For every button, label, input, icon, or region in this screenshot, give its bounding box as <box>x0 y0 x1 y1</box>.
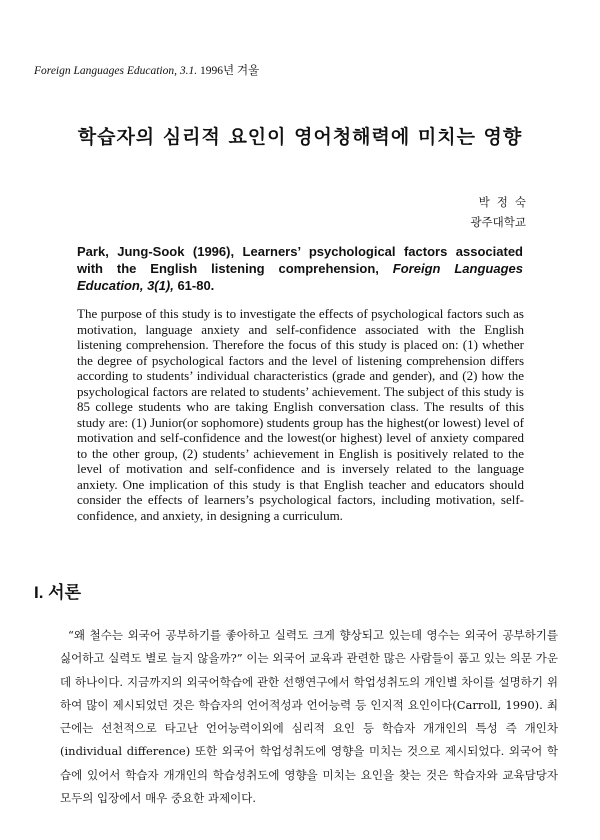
citation <box>77 243 523 294</box>
author-block <box>470 192 533 232</box>
abstract: The purpose of this study is to investigate the effects of psychological factors such as motivation, language anxiety and self-confidence associated with the English listening comprehension. Therefore the focus of this study is placed on: (1) whether the degree of psychological factors and the level of listening comprehension differs according to students’ individual characteristics (grade and gender), and (2) how the psychological factors are related to students’ achievement. The subject of this study is 85 college students who are taking English conversation class. The results of this study are: (1) Junior(or sophomore) students group has the highest(or lowest) level of motivation and self-confidence and the lowest(or highest) level of anxiety compared to the other group, (2) students’ achievement in English is positively related to the level of motivation and self-confidence and is inversely related to the language anxiety. One implication of this study is that English teacher and educators should consider the effects of learners’s psychological factors, including motivation, self-confidence, and anxiety, in designing a curriculum. <box>77 306 524 523</box>
citation-article-title: Learners’ psychological factors associated with the English listening comprehension, <box>77 244 523 276</box>
journal-info: Foreign Languages Education, 3.1. <box>34 65 198 77</box>
section-heading: I. 서론 <box>34 583 82 602</box>
body-paragraph: “왜 철수는 외국어 공부하기를 좋아하고 실력도 크게 향상되고 있는데 영수는 외국어 공부하기를 싫어하고 실력도 별로 늘지 않을까?” 이는 외국어 교육과 관련한 많은 사람들이 품고 있는 의문 가운데 하나이다. 지금까지의 외국어학습에 관한 선행연구에서 학업성취도의 개인별 차이를 설명하기 위하여 많이 제시되었던 것은 학습자의 언어적성과 언어능력 등 인지적 요인이다(Carroll, 1990). 최근에는 선천적으로 타고난 언어능력이외에 심리적 요인 등 학습자 개개인의 특성 즉 개인차(individual difference) 또한 외국어 학업성취도에 영향을 미치는 것으로 제시되었다. 외국어 학습에 있어서 학습자 개개인의 학습성취도에 영향을 미치는 요인을 찾는 것은 학습자와 교육담당자 모두의 입장에서 매우 중요한 과제이다. <box>60 628 558 806</box>
citation-volume: 3(1), <box>147 278 174 293</box>
citation-journal: Foreign Languages Education, <box>77 261 523 293</box>
author-affiliation: 광주대학교 <box>470 215 526 229</box>
citation-authors-year: Park, Jung-Sook (1996), <box>77 244 235 259</box>
running-head <box>34 62 259 78</box>
author-name: 박정숙 <box>478 195 533 209</box>
issue-info: 1996년 겨울 <box>200 65 260 77</box>
paper-title: 학습자의 심리적 요인이 영어청해력에 미치는 영향 <box>77 126 523 148</box>
citation-pages: 61-80. <box>177 278 215 293</box>
